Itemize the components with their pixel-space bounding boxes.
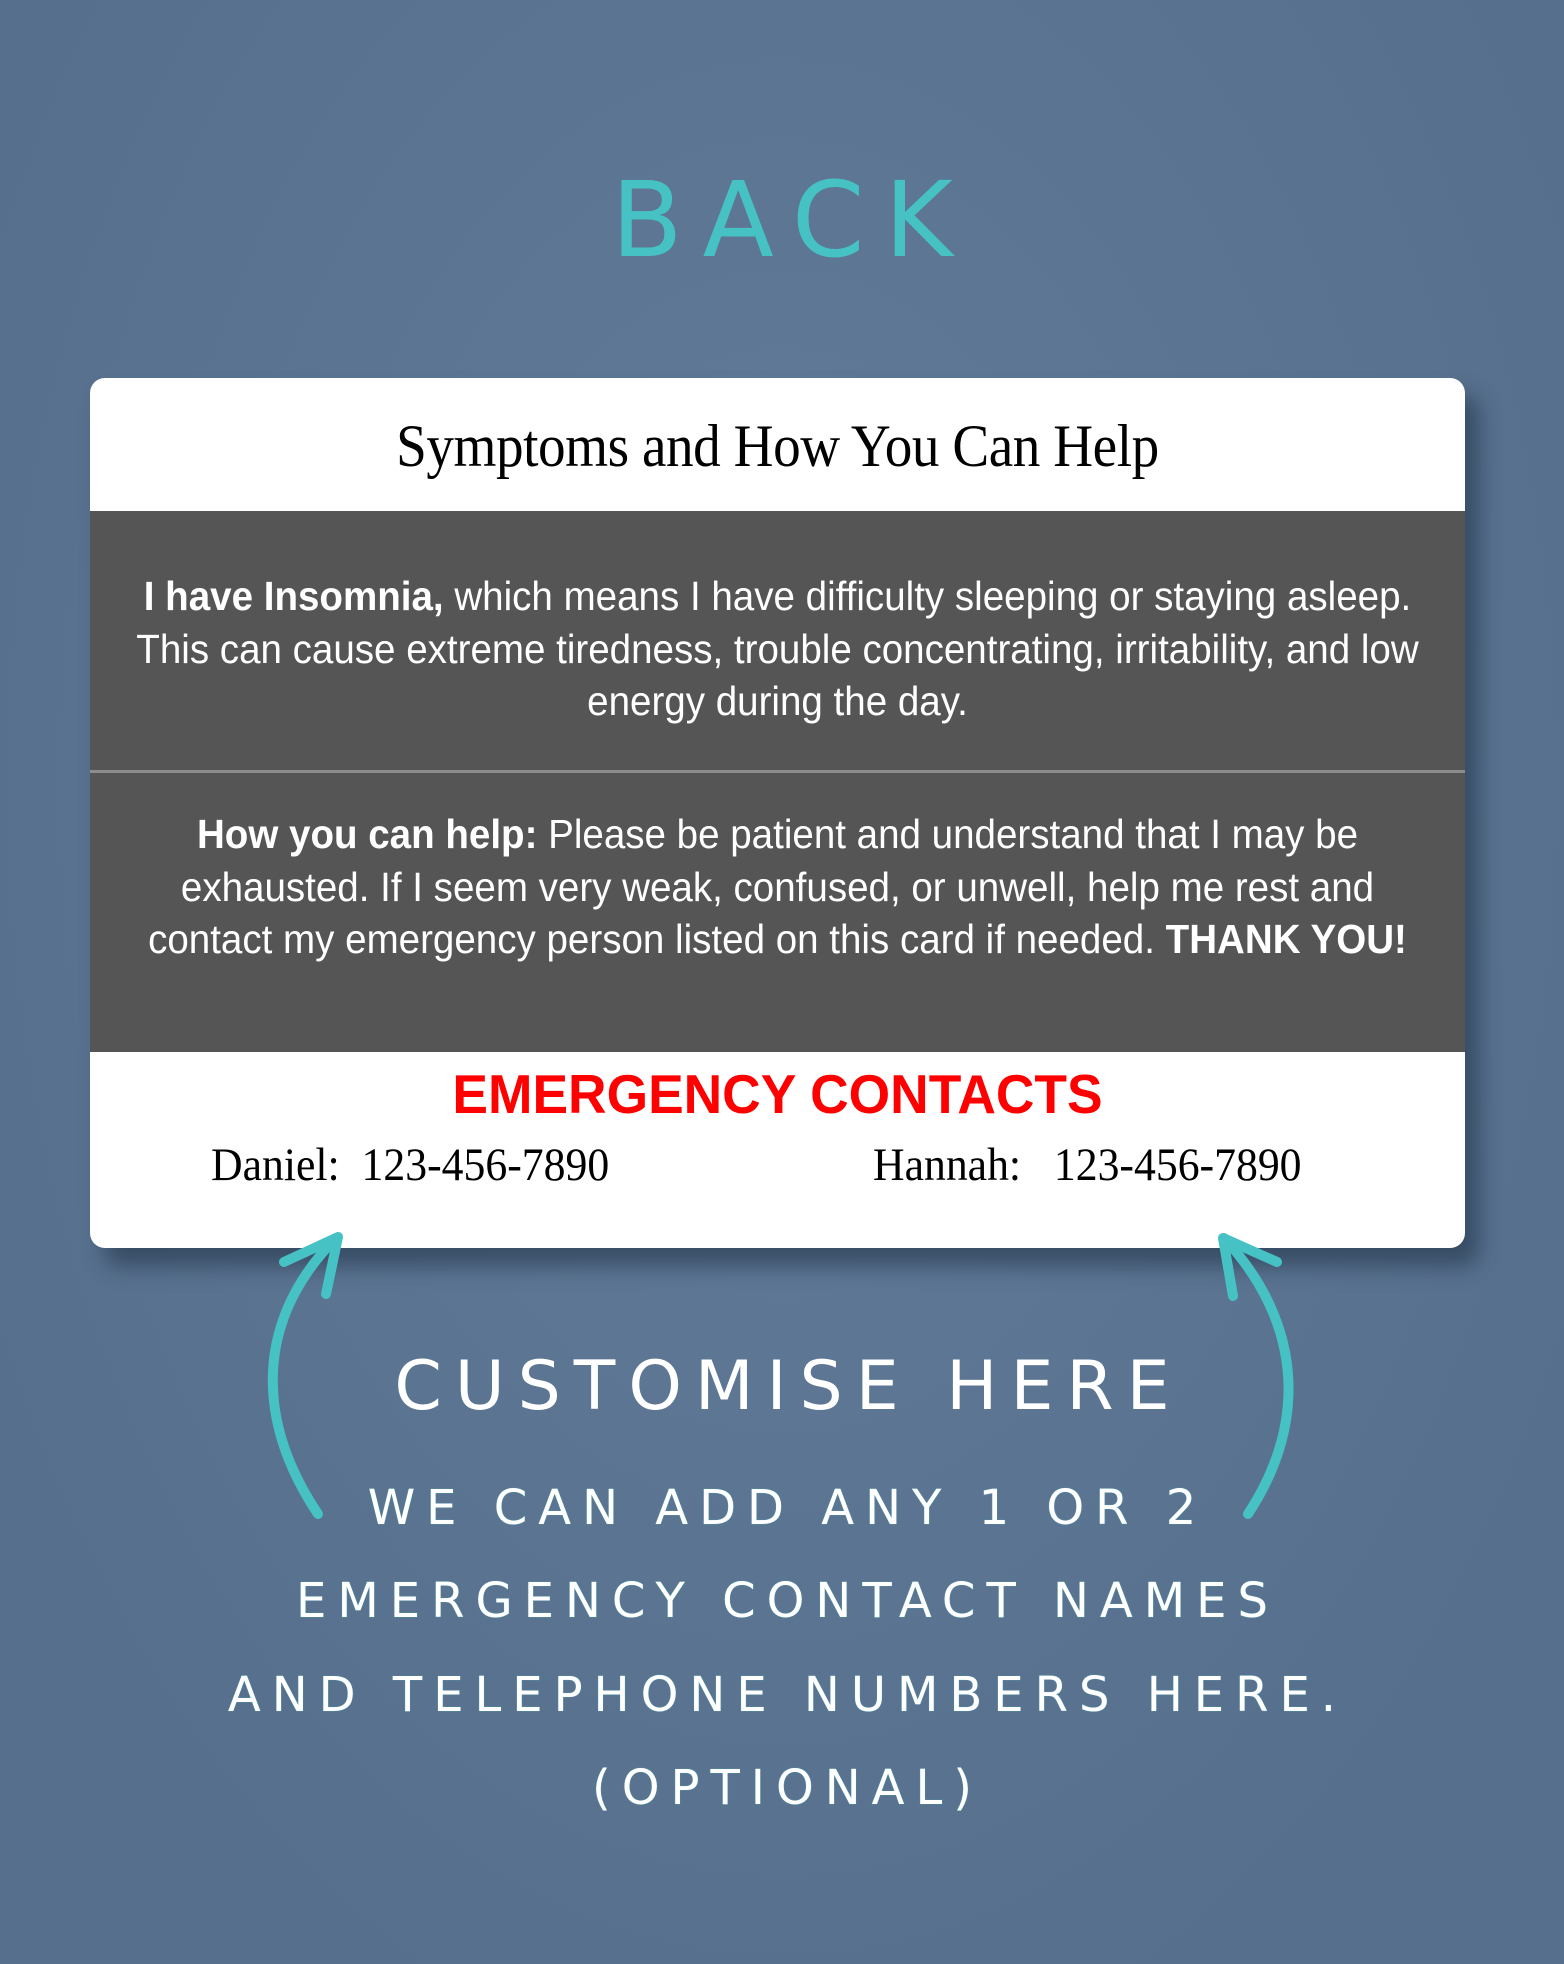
thank-you: THANK YOU! [1165,916,1407,962]
condition-description [131,570,1424,728]
annotation-line: EMERGENCY CONTACT NAMES [296,1573,1279,1629]
help-text: Please be patient and understand that I may be exhausted. If I seem very weak, confused, or unwell, help me rest and contact my emergency person listed on this card if needed. [148,811,1375,962]
condition-label: I have Insomnia, [143,573,444,619]
back-heading: BACK [611,159,973,281]
panel-divider [90,770,1465,773]
info-panel [90,511,1465,1052]
card-header [90,378,1465,511]
customise-heading: CUSTOMISE HERE [394,1347,1183,1426]
help-instructions [131,808,1424,966]
help-label: How you can help: [196,811,538,857]
contact-name: Daniel: [211,1139,340,1191]
contact-phone: 123-456-7890 [361,1139,610,1191]
contact-entry [873,1138,1302,1192]
contact-phone: 123-456-7890 [1053,1139,1302,1191]
annotation-line: WE CAN ADD ANY 1 OR 2 [367,1480,1208,1536]
annotation-line: (OPTIONAL) [592,1760,983,1816]
medical-card-back [90,378,1465,1248]
contact-entry [211,1138,609,1192]
contact-name: Hannah: [873,1139,1022,1191]
condition-text: which means I have difficulty sleeping or staying asleep. This can cause extreme tiredness, trouble concentrating, irritability, and low energy during the day. [136,573,1419,724]
emergency-contacts-heading: EMERGENCY CONTACTS [452,1063,1103,1125]
card-title: Symptoms and How You Can Help [396,413,1159,479]
annotation-line: AND TELEPHONE NUMBERS HERE. [227,1667,1348,1723]
